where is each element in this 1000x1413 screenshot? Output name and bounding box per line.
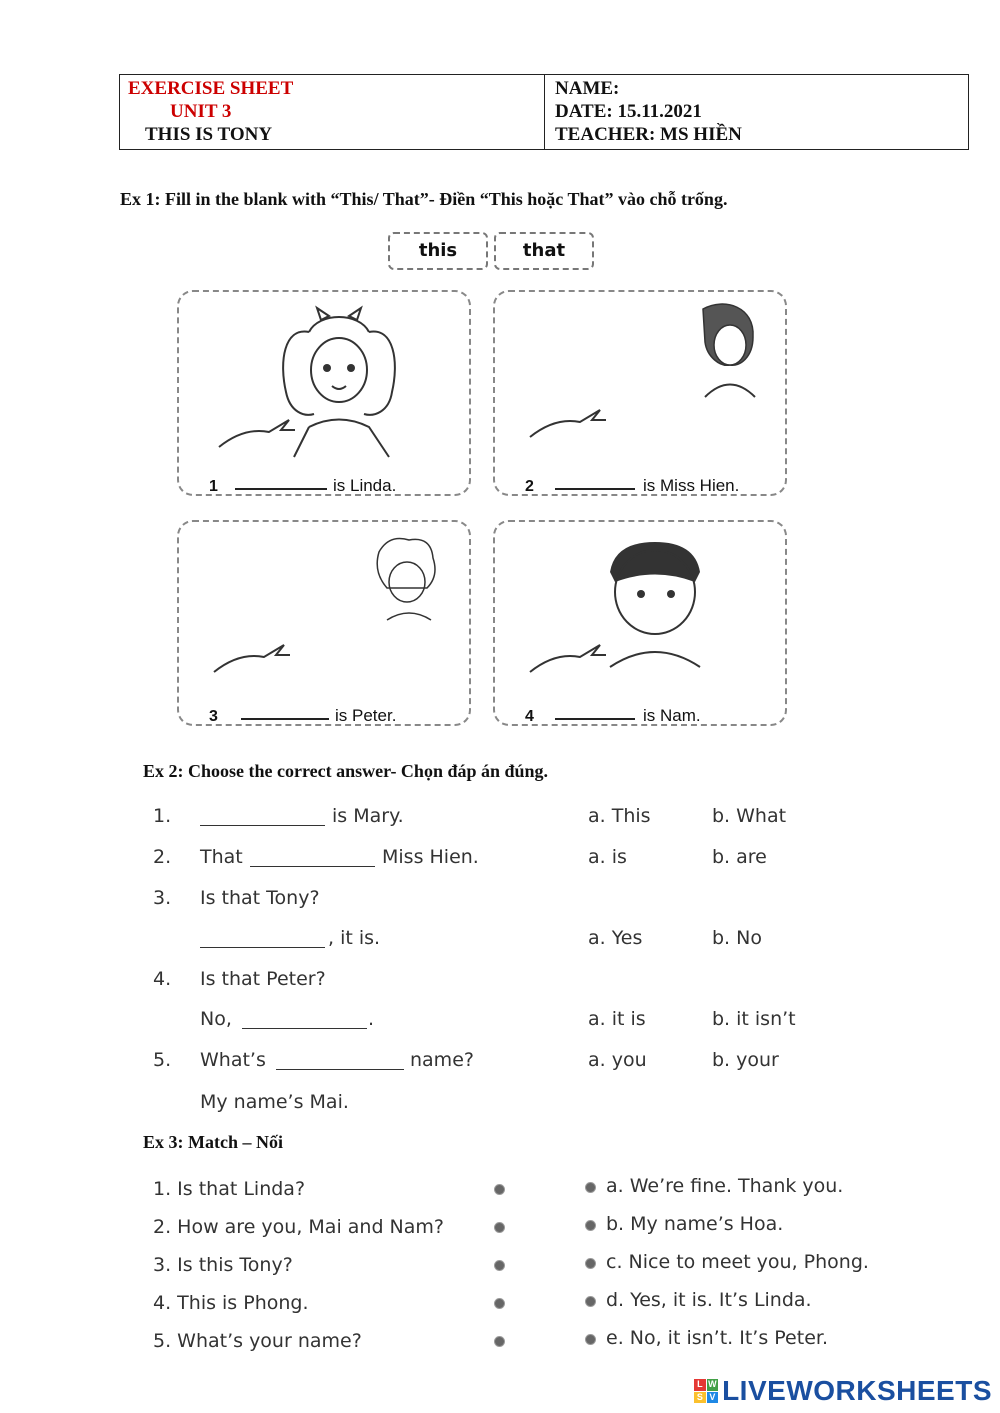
match-question-1: 1. Is that Linda? bbox=[153, 1178, 306, 1200]
panel-3-blank[interactable] bbox=[241, 718, 329, 720]
ex2-item-5-reply bbox=[0, 1091, 1000, 1131]
ex2-item-2-option-b[interactable]: b. are bbox=[712, 846, 767, 868]
name-label: NAME: bbox=[555, 78, 620, 99]
ex2-item-1-option-a[interactable]: a. This bbox=[588, 805, 651, 827]
match-row-5 bbox=[0, 1327, 1000, 1366]
panel-1 bbox=[177, 290, 471, 496]
ex2-item-2-option-a[interactable]: a. is bbox=[588, 846, 627, 868]
teacher-label: TEACHER: MS HIỀN bbox=[555, 124, 742, 145]
header-left-cell bbox=[120, 75, 545, 149]
panel-4-number: 4 bbox=[525, 708, 534, 725]
sheet-title: EXERCISE SHEET bbox=[128, 78, 294, 99]
date-label: DATE: 15.11.2021 bbox=[555, 101, 702, 122]
logo-letter-l: L bbox=[694, 1379, 706, 1391]
ex2-item-4-number: 4. bbox=[153, 968, 172, 990]
logo-letter-v: V bbox=[707, 1392, 719, 1404]
girl-illustration bbox=[214, 302, 444, 462]
ex2-item-2-pre: That bbox=[200, 846, 243, 868]
boy-curly-illustration bbox=[209, 532, 449, 692]
panel-4 bbox=[493, 520, 787, 726]
ex2-item-1-number: 1. bbox=[153, 805, 172, 827]
ex2-item-5 bbox=[0, 1049, 1000, 1089]
match-dot-left-2[interactable] bbox=[494, 1222, 505, 1233]
panel-2 bbox=[493, 290, 787, 496]
logo-icon bbox=[694, 1379, 718, 1403]
ex2-item-4-line1: Is that Peter? bbox=[200, 968, 326, 990]
ex1-heading: Ex 1: Fill in the blank with “This/ That”- Điền “This hoặc That” vào chỗ trống. bbox=[120, 189, 728, 209]
panel-2-text: is Miss Hien. bbox=[643, 476, 740, 495]
match-row-3 bbox=[0, 1251, 1000, 1290]
ex2-item-4-blank[interactable] bbox=[242, 1008, 367, 1034]
match-row-4 bbox=[0, 1289, 1000, 1328]
unit-label: UNIT 3 bbox=[170, 101, 232, 122]
ex2-item-4-option-a[interactable]: a. it is bbox=[588, 1008, 646, 1030]
match-dot-left-1[interactable] bbox=[494, 1184, 505, 1195]
ex2-item-3-option-a[interactable]: a. Yes bbox=[588, 927, 643, 949]
ex2-item-5-pre: What’s bbox=[200, 1049, 266, 1071]
match-answer-a: a. We’re fine. Thank you. bbox=[606, 1175, 844, 1197]
panel-3-text: is Peter. bbox=[335, 706, 397, 725]
panel-3-number: 3 bbox=[209, 708, 218, 725]
word-box-that: that bbox=[494, 232, 594, 270]
match-answer-d: d. Yes, it is. It’s Linda. bbox=[606, 1289, 812, 1311]
ex2-item-4-pre: No, bbox=[200, 1008, 232, 1030]
match-answer-b: b. My name’s Hoa. bbox=[606, 1213, 784, 1235]
header-right-cell bbox=[545, 75, 968, 149]
ex2-item-2-number: 2. bbox=[153, 846, 172, 868]
logo-letter-w: W bbox=[708, 1379, 717, 1389]
match-dot-right-c[interactable] bbox=[585, 1258, 596, 1269]
match-question-5: 5. What’s your name? bbox=[153, 1330, 362, 1352]
match-row-1 bbox=[0, 1175, 1000, 1214]
ex2-item-1 bbox=[0, 805, 1000, 845]
match-row-2 bbox=[0, 1213, 1000, 1252]
match-answer-c: c. Nice to meet you, Phong. bbox=[606, 1251, 869, 1273]
match-question-3: 3. Is this Tony? bbox=[153, 1254, 293, 1276]
header-table bbox=[119, 74, 969, 150]
ex2-item-4-option-b[interactable]: b. it isn’t bbox=[712, 1008, 796, 1030]
ex2-item-5-option-b[interactable]: b. your bbox=[712, 1049, 779, 1071]
panel-3 bbox=[177, 520, 471, 726]
panel-1-number: 1 bbox=[209, 478, 218, 495]
ex2-item-3-text: , it is. bbox=[328, 927, 381, 949]
match-dot-left-3[interactable] bbox=[494, 1260, 505, 1271]
panel-1-text: is Linda. bbox=[333, 476, 397, 495]
panel-4-blank[interactable] bbox=[555, 718, 635, 720]
ex2-heading: Ex 2: Choose the correct answer- Chọn đáp án đúng. bbox=[143, 761, 549, 781]
ex3-heading: Ex 3: Match – Nối bbox=[143, 1132, 283, 1152]
ex2-item-2-blank[interactable] bbox=[250, 846, 375, 872]
ex2-item-4-question bbox=[0, 968, 1000, 1008]
ex2-item-3-answer bbox=[0, 927, 1000, 967]
ex2-item-3-number: 3. bbox=[153, 887, 172, 909]
ex2-item-2 bbox=[0, 846, 1000, 886]
ex2-item-2-text: Miss Hien. bbox=[382, 846, 479, 868]
match-question-4: 4. This is Phong. bbox=[153, 1292, 309, 1314]
match-dot-left-5[interactable] bbox=[494, 1336, 505, 1347]
ex2-item-5-option-a[interactable]: a. you bbox=[588, 1049, 647, 1071]
ex2-item-5-number: 5. bbox=[153, 1049, 172, 1071]
ex2-item-1-text: is Mary. bbox=[332, 805, 404, 827]
ex2-item-3-blank[interactable] bbox=[200, 927, 325, 953]
match-dot-right-a[interactable] bbox=[585, 1182, 596, 1193]
panel-4-text: is Nam. bbox=[643, 706, 701, 725]
boy-illustration bbox=[525, 532, 765, 692]
ex2-item-5-line2: My name’s Mai. bbox=[200, 1091, 349, 1113]
liveworksheets-logo[interactable] bbox=[694, 1375, 992, 1407]
logo-text: LIVEWORKSHEETS bbox=[722, 1375, 992, 1406]
ex2-item-3-option-b[interactable]: b. No bbox=[712, 927, 762, 949]
ex2-item-5-text: name? bbox=[410, 1049, 474, 1071]
match-question-2: 2. How are you, Mai and Nam? bbox=[153, 1216, 445, 1238]
match-dot-right-b[interactable] bbox=[585, 1220, 596, 1231]
panel-2-blank[interactable] bbox=[555, 488, 635, 490]
unit-title: THIS IS TONY bbox=[145, 124, 273, 145]
match-dot-left-4[interactable] bbox=[494, 1298, 505, 1309]
logo-letter-s: S bbox=[694, 1392, 706, 1404]
ex2-item-1-option-b[interactable]: b. What bbox=[712, 805, 787, 827]
ex2-item-5-blank[interactable] bbox=[276, 1049, 404, 1075]
ex2-item-3-question bbox=[0, 887, 1000, 927]
woman-illustration bbox=[525, 297, 765, 467]
panel-2-number: 2 bbox=[525, 478, 534, 495]
match-answer-e: e. No, it isn’t. It’s Peter. bbox=[606, 1327, 828, 1349]
ex2-item-4-answer bbox=[0, 1008, 1000, 1048]
match-dot-right-e[interactable] bbox=[585, 1334, 596, 1345]
word-box-this: this bbox=[388, 232, 488, 270]
ex2-item-4-text: . bbox=[368, 1008, 375, 1030]
ex2-item-3-line1: Is that Tony? bbox=[200, 887, 320, 909]
match-dot-right-d[interactable] bbox=[585, 1296, 596, 1307]
ex2-item-1-blank[interactable] bbox=[200, 805, 325, 831]
panel-1-blank[interactable] bbox=[235, 488, 327, 490]
